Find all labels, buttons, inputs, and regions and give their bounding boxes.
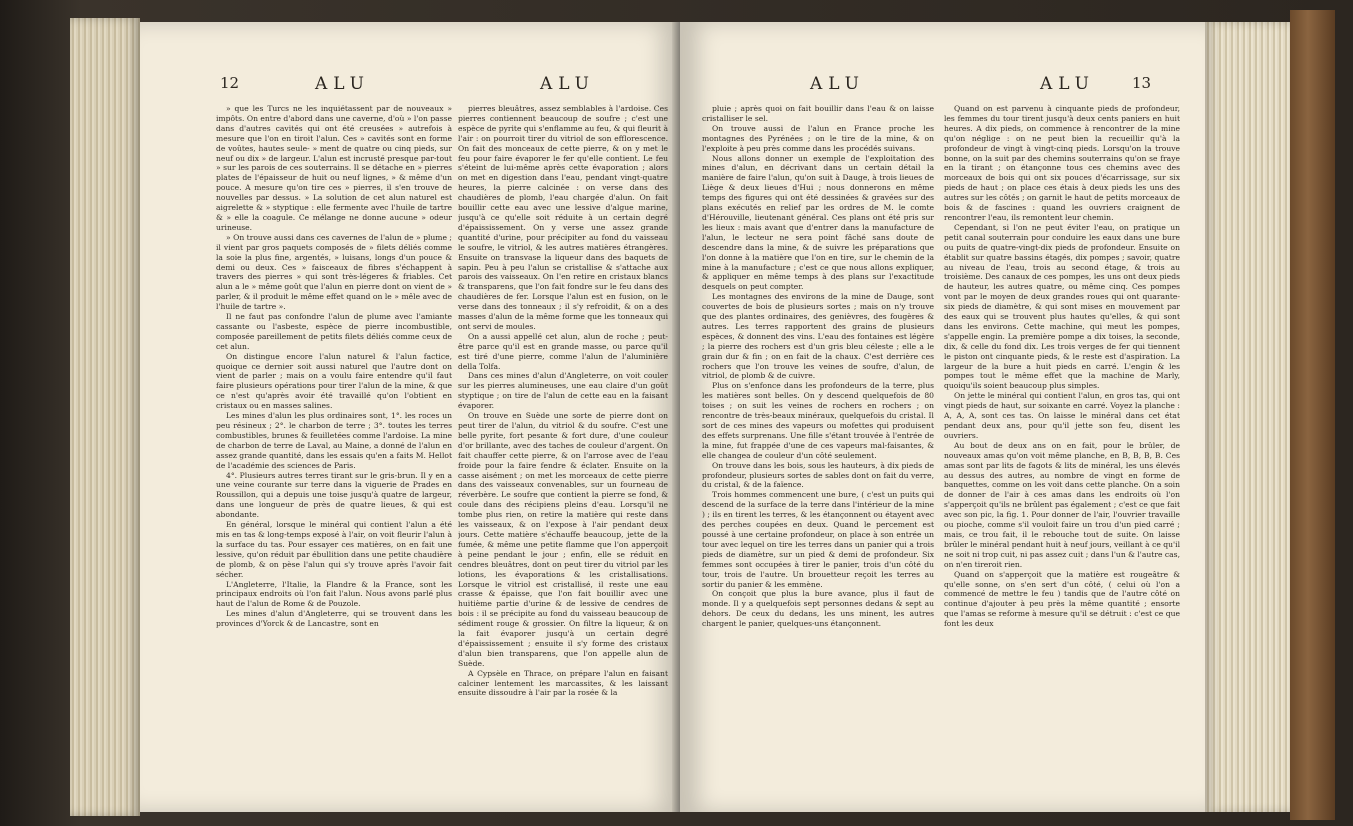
paragraph: Quand on est parvenu à cinquante pieds de profondeur, les femmes du tour tirent jusqu'à deux cents paniers en huit heures. A dix pieds, on commence à rencontrer de la mine qu'on néglige : on ne peut bien la recueillir qu'à la profondeur de vingt à vingt-cinq pieds. Lorsqu'on la trouve bonne, on la suit par des chemins souterrains qu'on se fraye en la tirant ; on étançonne tous ces chemins avec des morceaux de bois qui ont six pouces d'écarrissage, sur six pieds de haut ; on place ces étais à deux pieds les uns des autres sur les côtés ; on garnit le haut de petits morceaux de bois & de fascines : quand les ouvriers craignent de rencontrer l'eau, ils remontent leur chemin. <box>944 104 1180 222</box>
paragraph: Plus on s'enfonce dans les profondeurs de la terre, plus les matières sont belles. On y descend quelquefois de 80 toises ; on suit les veines de rochers en rochers ; on rencontre de très-beaux minéraux, quelquefois du cristal. Il sort de ces mines des vapeurs ou mofettes qui produisent des effets surprenans. Une fille s'étant trouvée à l'entrée de la mine, fut frappée d'une de ces vapeurs mal-faisantes, & elle changea de couleur d'un côté seulement. <box>702 381 934 460</box>
left-page <box>140 22 680 812</box>
running-head-right-col2: ALU <box>1040 74 1095 94</box>
paragraph: On a aussi appellé cet alun, alun de roche ; peut-être parce qu'il est en grande masse, ou parce qu'il est tiré d'une pierre, comme l'alun de l'aluminière della Tolfa. <box>458 331 668 371</box>
paragraph: On distingue encore l'alun naturel & l'alun factice, quoique ce dernier soit aussi naturel que l'autre dont on vient de parler ; mais on a voulu faire entendre qu'il faut faire plusieurs opérations pour tirer l'alun de la mine, & que ce n'est qu'après avoir été travaillé qu'on l'obtient en cristaux ou en masses salines. <box>216 351 452 411</box>
paragraph: pluie ; après quoi on fait bouillir dans l'eau & on laisse cristalliser le sel. <box>702 104 934 123</box>
right-page-column-2 <box>944 104 1180 794</box>
right-page <box>680 22 1205 812</box>
paragraph: En général, lorsque le minéral qui contient l'alun a été mis en tas & long-temps exposé à l'air, on voit fleurir l'alun à la surface du tas. Pour essayer ces matières, on en fait une lessive, qu'on réduit par ébullition dans une petite chaudière de plomb, & on pèse l'alun qui s'y trouve après l'avoir fait sécher. <box>216 520 452 579</box>
paragraph: » que les Turcs ne les inquiétassent par de nouveaux » impôts. On entre d'abord dans une caverne, d'où » l'on passe dans d'autres cavités qui ont été creusées » autrefois à mesure que l'on en tiroit l'alun. Ces » cavités sont en forme de voûtes, hautes seule- » ment de quatre ou cinq pieds, sur neuf ou dix » de largeur. L'alun est incrusté presque par-tout » sur les parois de ces souterrains. Il se détache en » pierres plates de l'épaisseur de huit ou neuf lignes, » & même d'un pouce. A mesure qu'on tire ces » pierres, il s'en trouve de nouvelles par dessus. » La solution de cet alun naturel est aigrelette & » styptique : elle fermente avec l'huile de tartre & » elle la coagule. Ce mélange ne donne aucune » odeur urineuse. <box>216 104 452 232</box>
paragraph: Les mines d'alun d'Angleterre, qui se trouvent dans les provinces d'Yorck & de Lancastre, sont en <box>216 609 452 629</box>
paragraph: » On trouve aussi dans ces cavernes de l'alun de » plume ; il vient par gros paquets composés de » filets déliés comme la soie la plus fine, argentés, » luisans, longs d'un pouce & demi ou deux. Ces » faisceaux de fibres s'échappent à travers des pierres » qui sont très-légeres & friables. Cet alun a le » même goût que l'alun en pierre dont on vient de » parler, & il produit le même effet quand on le » mêle avec de l'huile de tartre ». <box>216 232 452 312</box>
paragraph: 4°. Plusieurs autres terres tirant sur le gris-brun. Il y en a une veine courante sur terre dans la viguerie de Prades en Roussillon, qui a depuis une toise jusqu'à quatre de largeur, dans une longueur de près de quatre lieues, & qui est abondante. <box>216 470 452 520</box>
paragraph: On trouve aussi de l'alun en France proche les montagnes des Pyrénées ; on le tire de la mine, & on l'exploite à peu près comme dans les procédés suivans. <box>702 123 934 153</box>
running-head-left-col2: ALU <box>540 74 595 94</box>
paragraph: On trouve en Suède une sorte de pierre dont on peut tirer de l'alun, du vitriol & du soufre. C'est une belle pyrite, fort pesante & fort dure, d'une couleur d'or brillante, avec des taches de couleur d'argent. On fait chauffer cette pierre, & on l'arrose avec de l'eau froide pour la faire fendre & éclater. Ensuite on la casse aisément ; on met les morceaux de cette pierre dans des vaisseaux convenables, sur un fourneau de réverbère. Le soufre que contient la pierre se fond, & coule dans des récipiens pleins d'eau. Lorsqu'il ne tombe plus rien, on retire la matière qui reste dans les vaisseaux, & on l'expose à l'air pendant deux jours. Cette matière s'échauffe beaucoup, jette de la fumée, & même une petite flamme que l'on apperçoit à peine pendant le jour ; enfin, elle se réduit en cendres bleuâtres, dont on peut tirer du vitriol par les lotions, les évaporations & les cristallisations. Lorsque le vitriol est cristallisé, il reste une eau crasse & épaisse, que l'on fait bouillir avec une huitième partie d'urine & de lessive de cendres de bois : il se précipite au fond du vaisseau beaucoup de sédiment rouge & grossier. On filtre la liqueur, & on la fait évaporer jusqu'à un certain degré d'épaississement ; ensuite il s'y forme des cristaux d'alun bien transparens, que l'on appelle alun de Suède. <box>458 411 668 668</box>
paragraph: Les mines d'alun les plus ordinaires sont, 1°. les roces un peu résineux ; 2°. le charbon de terre ; 3°. toutes les terres combustibles, brunes & feuilletées comme l'ardoise. La mine de charbon de terre de Laval, au Maine, a donné de l'alun en assez grande quantité, dans les essais qu'en a faits M. Hellot de l'académie des sciences de Paris. <box>216 411 452 470</box>
paragraph: L'Angleterre, l'Italie, la Flandre & la France, sont les principaux endroits où l'on fait l'alun. Nous avons parlé plus haut de l'alun de Rome & de Pouzole. <box>216 579 452 609</box>
paragraph: Il ne faut pas confondre l'alun de plume avec l'amiante cassante ou l'asbeste, espèce de pierre incombustible, composée pareillement de petits filets déliés comme ceux de cet alun. <box>216 312 452 351</box>
paragraph: Cependant, si l'on ne peut éviter l'eau, on pratique un petit canal souterrain pour conduire les eaux dans une bure ou puits de quatre-vingt-dix pieds de profondeur. Ensuite on établit sur quatre bassins étagés, dix pompes ; savoir, quatre au niveau de l'eau, trois au second étage, & trois au troisième. Des canaux de ces pompes, les uns ont deux pieds de hauteur, les autres quatre, ou même cinq. Ces pompes vont par le moyen de deux grandes roues qui ont quarante-six pieds de diamètre, & qui sont mises en mouvement par des eaux qui se trouvent plus hautes qu'elles, & qui sont dans les environs. Cette machine, qui meut les pompes, s'appelle engin. La première pompe a dix toises, la seconde, dix, & celle du fond dix. Les trois verges de fer qui tiennent le piston ont cinquante pieds, & le reste est d'aspiration. La largeur de la bure a huit pieds en carré. L'engin & les pompes tout le même effet que la machine de Marly, quoiqu'ils soient beaucoup plus simples. <box>944 222 1180 391</box>
paragraph: On conçoit que plus la bure avance, plus il faut de monde. Il y a quelquefois sept personnes dedans & sept au dehors. De ceux du dedans, les uns minent, les autres chargent le panier, quelques-uns étançonnent. <box>702 589 934 629</box>
left-page-edges <box>70 18 140 816</box>
paragraph: Dans ces mines d'alun d'Angleterre, on voit couler sur les pierres alumineuses, une eau claire d'un goût styptique ; on tire de l'alun de cette eau en la faisant évaporer. <box>458 371 668 411</box>
paragraph: Nous allons donner un exemple de l'exploitation des mines d'alun, en décrivant dans un certain détail la manière de faire l'alun, qu'on suit à Dauge, à trois lieues de Liège & deux lieues d'Hui ; nous donnerons en même temps des figures qui ont été dessinées & gravées sur des plans exécutés en relief par les ordres de M. le comte d'Hérouville, lieutenant général. Ces plans ont été pris sur les lieux : mais avant que d'entrer dans la manufacture de l'alun, le lecteur ne sera point fâché sans doute de descendre dans la mine, & de suivre les préparations que l'on donne à la matière que l'on en tire, sur le chemin de la mine à la manufacture ; c'est ce que nous allons expliquer, & appliquer en même temps à des plans sur l'exactitude desquels on peut compter. <box>702 153 934 292</box>
paragraph: A Cypsèle en Thrace, on prépare l'alun en faisant calciner lentement les marcassites, & les laissant ensuite dissoudre à l'air par la rosée & la <box>458 668 668 698</box>
paragraph: Trois hommes commencent une bure, ( c'est un puits qui descend de la surface de la terre dans l'intérieur de la mine ) ; ils en tirent les terres, & les étançonnent ou étayent avec des perches coupées en deux. Quand le percement est poussé à une certaine profondeur, on place à son entrée un tour avec lequel on tire les terres dans un panier qui a trois pieds de diamètre, sur un pied & demi de profondeur. Six femmes sont occupées à tirer le panier, trois d'un côté du tour, trois de l'autre. Un brouetteur reçoit les terres au sortir du panier & les emmène. <box>702 490 934 589</box>
paragraph: Les montagnes des environs de la mine de Dauge, sont couvertes de bois de plusieurs sortes ; mais on n'y trouve que des plantes ordinaires, des genièvres, des fougères & autres. Les terres rapportent des grains de plusieurs espèces, & donnent des vins. L'eau des fontaines est légère ; la pierre des rochers est d'un gris bleu céleste ; elle a le grain dur & fin ; on en fait de la chaux. C'est derrière ces rochers que l'on trouve les veines de soufre, d'alun, de vitriol, de plomb & de cuivre. <box>702 292 934 381</box>
paragraph: On jette le minéral qui contient l'alun, en gros tas, qui ont vingt pieds de haut, sur soixante en carré. Voyez la planche : A, A, A, sont ces tas. On laisse le minéral dans cet état pendant deux ans, pour qu'il jette son feu, disent les ouvriers. <box>944 391 1180 440</box>
running-head-right-col1: ALU <box>810 74 865 94</box>
paragraph: Au bout de deux ans on en fait, pour le brûler, de nouveaux amas qu'on voit même planche, en B, B, B, B. Ces amas sont par lits de fagots & lits de minéral, les uns élevés au dessus des autres, au nombre de vingt en forme de banquettes, comme on les voit dans cette planche. On a soin de donner de l'air à ces amas dans les endroits où l'on s'apperçoit qu'ils ne brûlent pas également ; c'est ce que fait avec son pic, la fig. 1. Pour donner de l'air, l'ouvrier travaille ou pioche, comme s'il vouloit faire un trou d'un pied carré ; mais, ce trou fait, il le rebouche tout de suite. On laisse brûler le minéral pendant huit à neuf jours, veillant à ce qu'il ne soit ni trop cuit, ni pas assez cuit ; dans l'un & l'autre cas, on n'en tireroit rien. <box>944 440 1180 569</box>
running-head-left-col1: ALU <box>315 74 370 94</box>
page-number-right: 13 <box>1132 74 1152 92</box>
paragraph: On trouve dans les bois, sous les hauteurs, à dix pieds de profondeur, plusieurs sortes de sables dont on fait du verre, du cristal, & de la faïence. <box>702 460 934 490</box>
left-page-column-2 <box>458 104 668 794</box>
book-cover-edge <box>1290 10 1335 820</box>
right-page-column-1 <box>702 104 934 794</box>
right-page-edges <box>1205 22 1290 812</box>
paragraph: pierres bleuâtres, assez semblables à l'ardoise. Ces pierres contiennent beaucoup de soufre ; c'est une espèce de pyrite qui s'enflamme au feu, & qui fleurit à l'air : on pourroit tirer du vitriol de son efflorescence. On fait des monceaux de cette pierre, & on y met le feu pour faire évaporer le fer qu'elle contient. Le feu s'éteint de lui-même après cette évaporation ; alors on met en digestion dans l'eau, pendant vingt-quatre heures, la pierre calcinée : on verse dans des chaudières de plomb, l'eau chargée d'alun. On fait bouillir cette eau avec une lessive d'algue marine, jusqu'à ce qu'elle soit réduite à un certain degré d'épaississement. On y verse une assez grande quantité d'urine, pour précipiter au fond du vaisseau le soufre, le vitriol, & les autres matières étrangères. Ensuite on transvase la liqueur dans des baquets de sapin. Peu à peu l'alun se cristallise & s'attache aux parois des vaisseaux. On l'en retire en cristaux blancs & transparens, que l'on fait fondre sur le feu dans des chaudières de fer. Lorsque l'alun est en fusion, on le verse dans des tonneaux ; il s'y refroidit, & on a des masses d'alun de la même forme que les tonneaux qui ont servi de moules. <box>458 104 668 331</box>
paragraph: Quand on s'apperçoit que la matière est rougeâtre & qu'elle sonne, on s'en sert d'un côté, ( celui où l'on a commencé de mettre le feu ) tandis que de l'autre côté on continue d'ajouter à peu près la même quantité ; ensorte que l'amas se reforme à mesure qu'il se détruit : c'est ce que font les deux <box>944 569 1180 629</box>
left-page-column-1 <box>216 104 452 794</box>
page-number-left: 12 <box>220 74 240 92</box>
